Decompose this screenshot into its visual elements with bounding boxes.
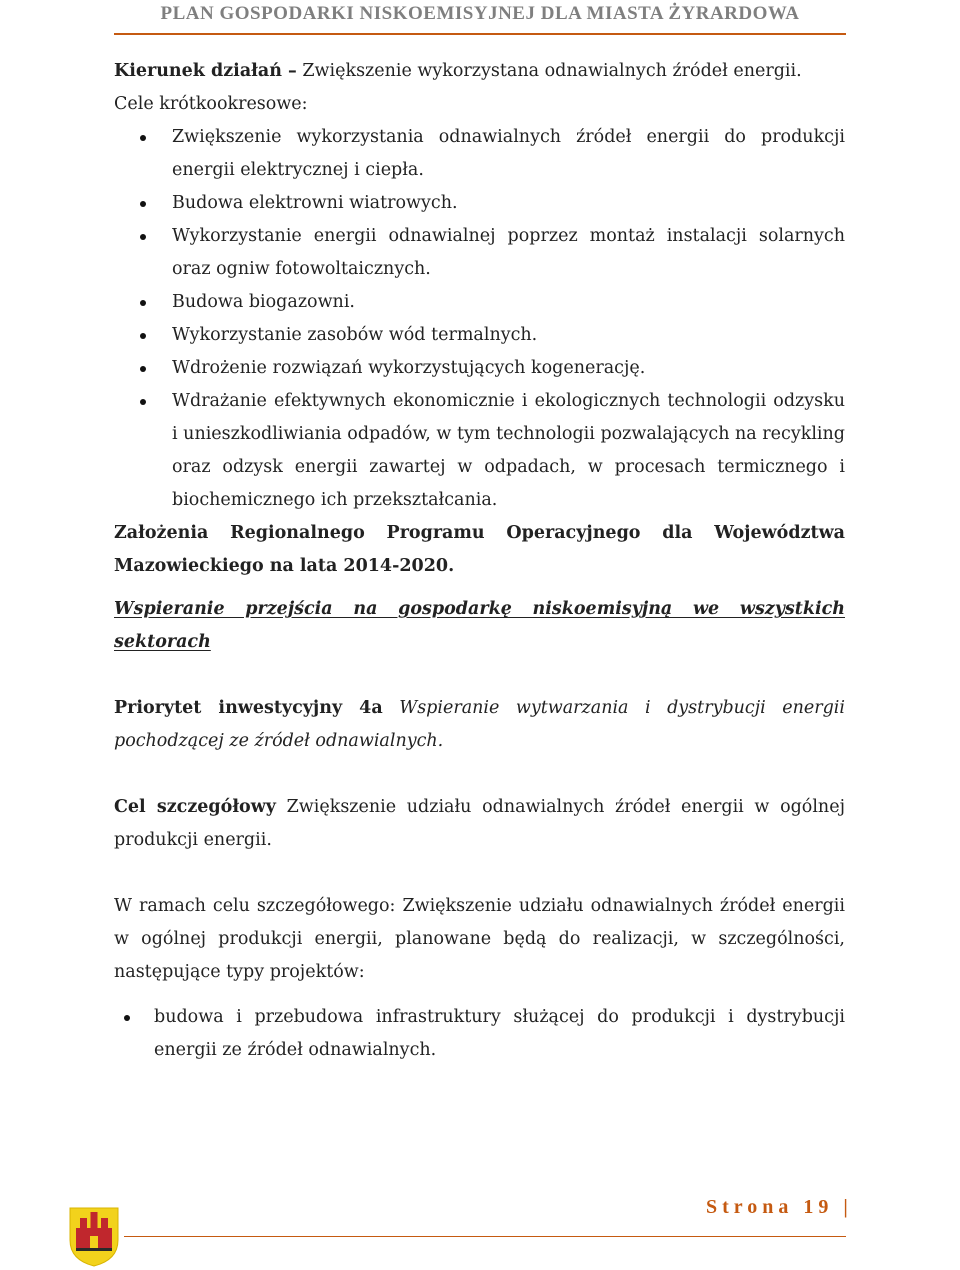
ramach-paragraph: W ramach celu szczegółowego: Zwiększenie udziału odnawialnych źródeł energii w ogólnej produkcji energii, planowane będą do realizacji, w szczególności, następujące typy projektów: (114, 896, 845, 982)
cele-item: Wdrażanie efektywnych ekonomicznie i ekologicznych technologii odzysku i unieszkodliwiania odpadów, w tym technologii pozwalających na recykling oraz odzysk energii zawartej w odpadach, w procesach termicznego i biochemicznego ich przekształcania. (172, 385, 845, 517)
regional-program-title: Założenia Regionalnego Programu Operacyjnego dla Województwa Mazowieckiego na lata 2014-2020. (114, 523, 845, 576)
cele-item: Wdrożenie rozwiązań wykorzystujących kogenerację. (172, 352, 845, 385)
priorytet-paragraph (114, 692, 845, 758)
kierunek-text: Zwiększenie wykorzystana odnawialnych źródeł energii. (296, 61, 802, 81)
cele-item: Budowa biogazowni. (172, 286, 845, 319)
priorytet-label: Priorytet inwestycyjny 4a (114, 698, 383, 718)
project-item: budowa i przebudowa infrastruktury służącej do produkcji i dystrybucji energii ze źródeł odnawialnych. (154, 1001, 845, 1067)
wspieranie-heading: Wspieranie przejścia na gospodarkę niskoemisyjną we wszystkich sektorach (114, 599, 845, 652)
cele-list (114, 121, 845, 517)
document-body (114, 50, 845, 1067)
priorytet-text: Wspieranie wytwarzania i dystrybucji energii pochodzącej ze źródeł odnawialnych. (114, 698, 845, 751)
cele-item: Zwiększenie wykorzystania odnawialnych źródeł energii do produkcji energii elektrycznej i ciepła. (172, 121, 845, 187)
page-number: Strona 19 | (706, 1196, 853, 1218)
cel-label: Cel szczegółowy (114, 797, 276, 817)
page-header-title: PLAN GOSPODARKI NISKOEMISYJNEJ DLA MIASTA ŻYRARDOWA (160, 3, 800, 24)
footer-divider (124, 1236, 846, 1237)
project-types-list (114, 1001, 845, 1067)
cele-item: Wykorzystanie energii odnawialnej poprzez montaż instalacji solarnych oraz ogniw fotowoltaicznych. (172, 220, 845, 286)
header-divider (114, 33, 846, 35)
zyrardow-coat-of-arms-icon (68, 1206, 120, 1268)
cel-paragraph (114, 791, 845, 857)
kierunek-label: Kierunek działań – (114, 61, 297, 81)
kierunek-paragraph (114, 55, 845, 88)
cele-item: Budowa elektrowni wiatrowych. (172, 187, 845, 220)
cele-label: Cele krótkookresowe: (114, 94, 308, 114)
cele-item: Wykorzystanie zasobów wód termalnych. (172, 319, 845, 352)
cel-text: Zwiększenie udziału odnawialnych źródeł energii w ogólnej produkcji energii. (114, 797, 845, 850)
